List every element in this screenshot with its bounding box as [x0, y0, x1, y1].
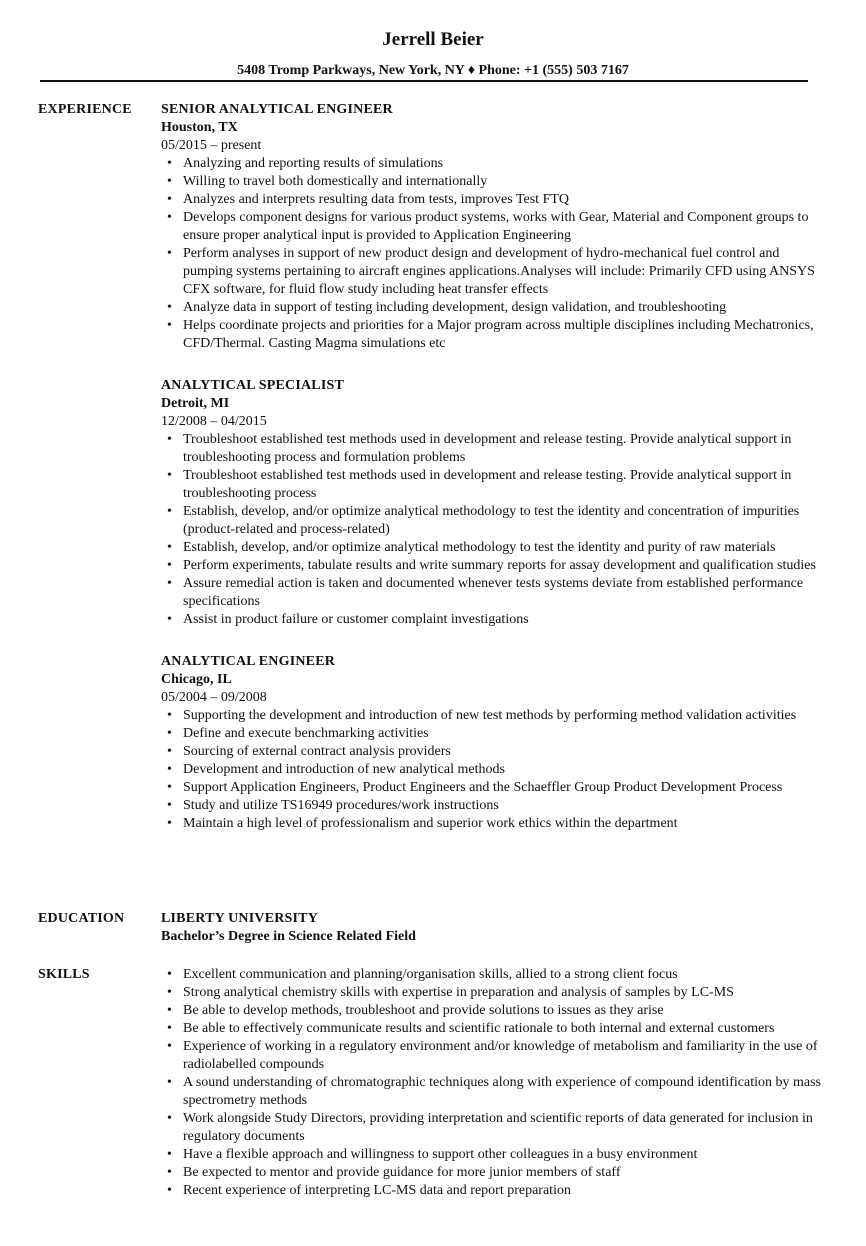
skill-item: • Be expected to mentor and provide guidance for more junior members of staff: [161, 1164, 821, 1182]
job-bullet: • Perform analyses in support of new product design and development of hydro-mechanical fuel control and pumping systems pertaining to aircraft engines applications.Analyses will include: Primarily CFD using ANSYS CFX software, for fluid flow study including heat transfer effects: [161, 245, 821, 299]
job-bullet: • Analyzes and interprets resulting data from tests, improves Test FTQ: [161, 191, 821, 209]
job-bullets: [161, 707, 821, 833]
job-dates: 05/2004 – 09/2008: [161, 690, 267, 705]
skill-item: • Have a flexible approach and willingness to support other colleagues in a busy environment: [161, 1146, 821, 1164]
job-entry: [161, 653, 821, 833]
job-bullet: • Helps coordinate projects and priorities for a Major program across multiple disciplines including Mechatronics, CFD/Thermal. Casting Magma simulations etc: [161, 317, 821, 353]
skill-item: • Recent experience of interpreting LC-MS data and report preparation: [161, 1182, 821, 1200]
skill-item: • Work alongside Study Directors, providing interpretation and scientific reports of data generated for inclusion in regulatory documents: [161, 1110, 821, 1146]
job-entry: [161, 101, 821, 353]
skills-list: [161, 966, 821, 1200]
candidate-name: Jerrell Beier: [382, 29, 484, 50]
job-bullet: • Establish, develop, and/or optimize analytical methodology to test the identity and purity of raw materials: [161, 539, 821, 557]
job-bullet: • Supporting the development and introduction of new test methods by performing method validation activities: [161, 707, 821, 725]
job-bullet: • Troubleshoot established test methods used in development and release testing. Provide analytical support in troubleshooting process and formulation problems: [161, 431, 821, 467]
job-bullet: • Analyze data in support of testing including development, design validation, and troubleshooting: [161, 299, 821, 317]
job-title: SENIOR ANALYTICAL ENGINEER: [161, 102, 393, 117]
experience-heading: EXPERIENCE: [38, 102, 132, 117]
job-bullet: • Assure remedial action is taken and documented whenever tests systems deviate from established performance specifications: [161, 575, 821, 611]
job-dates: 12/2008 – 04/2015: [161, 414, 267, 429]
job-bullets: [161, 155, 821, 353]
degree: Bachelor’s Degree in Science Related Field: [161, 929, 416, 944]
job-bullets: [161, 431, 821, 629]
job-bullet: • Development and introduction of new analytical methods: [161, 761, 821, 779]
education-heading: EDUCATION: [38, 911, 125, 926]
job-title: ANALYTICAL ENGINEER: [161, 654, 336, 669]
skill-item: • Strong analytical chemistry skills with expertise in preparation and analysis of samples by LC-MS: [161, 984, 821, 1002]
skill-item: • Experience of working in a regulatory environment and/or knowledge of metabolism and familiarity in the use of radiolabelled compounds: [161, 1038, 821, 1074]
job-title: ANALYTICAL SPECIALIST: [161, 378, 345, 393]
experience-list: [161, 101, 821, 857]
job-location: Chicago, IL: [161, 672, 232, 687]
header-divider: [40, 80, 808, 82]
skills-list-wrapper: [161, 966, 821, 1200]
job-bullet: • Support Application Engineers, Product Engineers and the Schaeffler Group Product Development Process: [161, 779, 821, 797]
education-entry: [161, 910, 821, 946]
skill-item: • A sound understanding of chromatographic techniques along with experience of compound identification by mass spectrometry methods: [161, 1074, 821, 1110]
skill-item: • Excellent communication and planning/organisation skills, allied to a strong client focus: [161, 966, 821, 984]
job-dates: 05/2015 – present: [161, 138, 262, 153]
job-bullet: • Study and utilize TS16949 procedures/work instructions: [161, 797, 821, 815]
job-bullet: • Maintain a high level of professionalism and superior work ethics within the department: [161, 815, 821, 833]
job-bullet: • Develops component designs for various product systems, works with Gear, Material and Component groups to ensure proper analytical input is provided to Application Engineering: [161, 209, 821, 245]
job-location: Houston, TX: [161, 120, 238, 135]
job-bullet: • Assist in product failure or customer complaint investigations: [161, 611, 821, 629]
job-bullet: • Willing to travel both domestically and internationally: [161, 173, 821, 191]
job-bullet: • Troubleshoot established test methods used in development and release testing. Provide analytical support in troubleshooting process: [161, 467, 821, 503]
school-name: LIBERTY UNIVERSITY: [161, 911, 319, 926]
job-bullet: • Perform experiments, tabulate results and write summary reports for assay development and qualification studies: [161, 557, 821, 575]
job-bullet: • Sourcing of external contract analysis providers: [161, 743, 821, 761]
skill-item: • Be able to effectively communicate results and scientific rationale to both internal and external customers: [161, 1020, 821, 1038]
job-location: Detroit, MI: [161, 396, 230, 411]
job-bullet: • Analyzing and reporting results of simulations: [161, 155, 821, 173]
contact-line: 5408 Tromp Parkways, New York, NY ♦ Phone: +1 (555) 503 7167: [237, 63, 629, 78]
job-bullet: • Establish, develop, and/or optimize analytical methodology to test the identity and concentration of impurities (product-related and process-related): [161, 503, 821, 539]
job-entry: [161, 377, 821, 629]
job-bullet: • Define and execute benchmarking activities: [161, 725, 821, 743]
skill-item: • Be able to develop methods, troubleshoot and provide solutions to issues as they arise: [161, 1002, 821, 1020]
skills-heading: SKILLS: [38, 967, 90, 982]
